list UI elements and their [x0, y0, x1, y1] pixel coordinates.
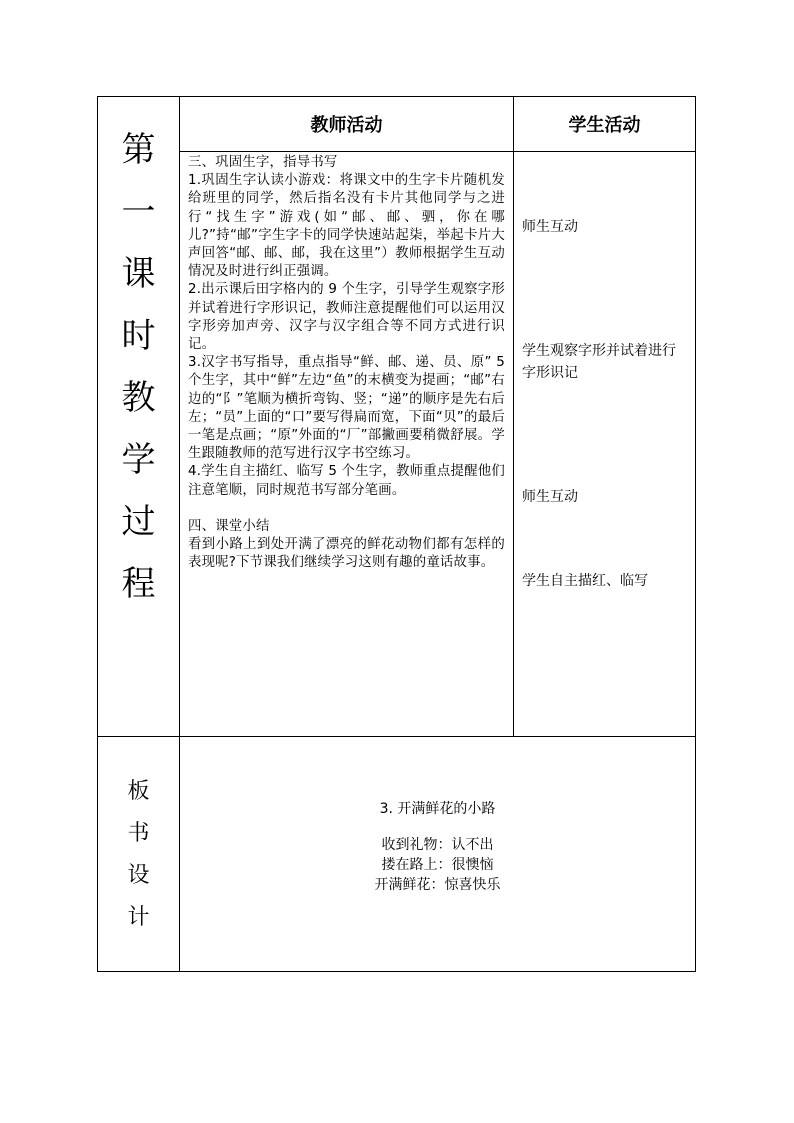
activity-row — [98, 152, 696, 737]
lesson-title-cell — [98, 97, 180, 737]
teacher-paragraph: 2.出示课后田字格内的 9 个生字，引导学生观察字形并试着进行字形识记，教师注意提醒他们可以运用汉字形旁加声旁、汉字与汉字组合等不同方式进行识记。 — [188, 282, 505, 353]
lesson-title-char: 课 — [121, 254, 156, 294]
board-line: 搂在路上：很懊恼 — [381, 857, 494, 873]
teacher-paragraph: 三、巩固生字，指导书写 — [188, 155, 338, 170]
teacher-activity-header: 教师活动 — [180, 97, 514, 152]
board-line: 收到礼物：认不出 — [381, 837, 494, 853]
board-line: 开满鲜花：惊喜快乐 — [374, 877, 501, 893]
board-lesson-title: 3. 开满鲜花的小路 — [379, 801, 496, 817]
board-design-content — [180, 737, 695, 895]
student-note: 学生自主描红、临写 — [522, 573, 648, 589]
teacher-paragraph: 看到小路上到处开满了漂亮的鲜花动物们都有怎样的表现呢?下节课我们继续学习这则有趣的童话故事。 — [188, 537, 505, 571]
board-title — [98, 737, 179, 939]
board-title-char: 计 — [127, 905, 150, 930]
lesson-title-char: 第 — [121, 130, 156, 170]
lesson-title-char: 学 — [121, 440, 156, 480]
teacher-paragraph: 1.巩固生字认读小游戏：将课文中的生字卡片随机发给班里的同学，然后指名没有卡片其他同学与之进行“找生字”游戏(如“邮、邮、驷，你在哪儿?”持“邮”字生字卡的同学快速站起柒，举起卡片大声回答“邮、邮、邮，我在这里”）教师根据学生互动情况及时进行纠正强调。 — [188, 173, 505, 280]
student-activity-header: 学生活动 — [514, 97, 696, 152]
board-design-cell — [180, 737, 696, 972]
teacher-paragraph: 4.学生自主描红、临写 5 个生字，教师重点提醒他们注意笔顺，同时规范书写部分笔画。 — [188, 464, 505, 498]
student-note: 学生观察字形并试着进行字形识记 — [522, 343, 676, 381]
lesson-title-char: 时 — [121, 316, 156, 356]
board-title-char: 设 — [127, 863, 150, 888]
board-title-char: 书 — [127, 821, 150, 846]
teacher-activity-text — [180, 152, 513, 572]
board-title-char: 板 — [127, 779, 150, 804]
student-note: 师生互动 — [522, 219, 578, 235]
lesson-plan-table — [97, 96, 696, 972]
header-row — [98, 97, 696, 152]
lesson-title — [98, 97, 179, 615]
teacher-activity-cell — [180, 152, 514, 737]
lesson-title-char: 教 — [121, 378, 156, 418]
lesson-title-char: 一 — [121, 192, 156, 232]
board-design-row — [98, 737, 696, 972]
student-note: 师生互动 — [522, 489, 578, 505]
teacher-paragraph: 3.汉字书写指导，重点指导“鲜、邮、递、员、原” 5 个生字，其中“鲜”左边“鱼”的末横变为提画；“邮”右边的“阝”笔顺为横折弯钩、竖；“递”的顺序是先右后左；“员”上面的“口”要写得扁而宽，下面“贝”的最后一笔是点画；“原”外面的“厂”部撇画要稍微舒展。学生跟随教师的范写进行汉字书空练习。 — [188, 355, 505, 462]
student-activity-cell — [514, 152, 696, 737]
lesson-title-char: 过 — [121, 502, 156, 542]
lesson-title-char: 程 — [121, 564, 156, 604]
teacher-paragraph: 四、课堂小结 — [188, 518, 270, 534]
paragraph-gap — [188, 500, 505, 518]
board-title-cell — [98, 737, 180, 972]
